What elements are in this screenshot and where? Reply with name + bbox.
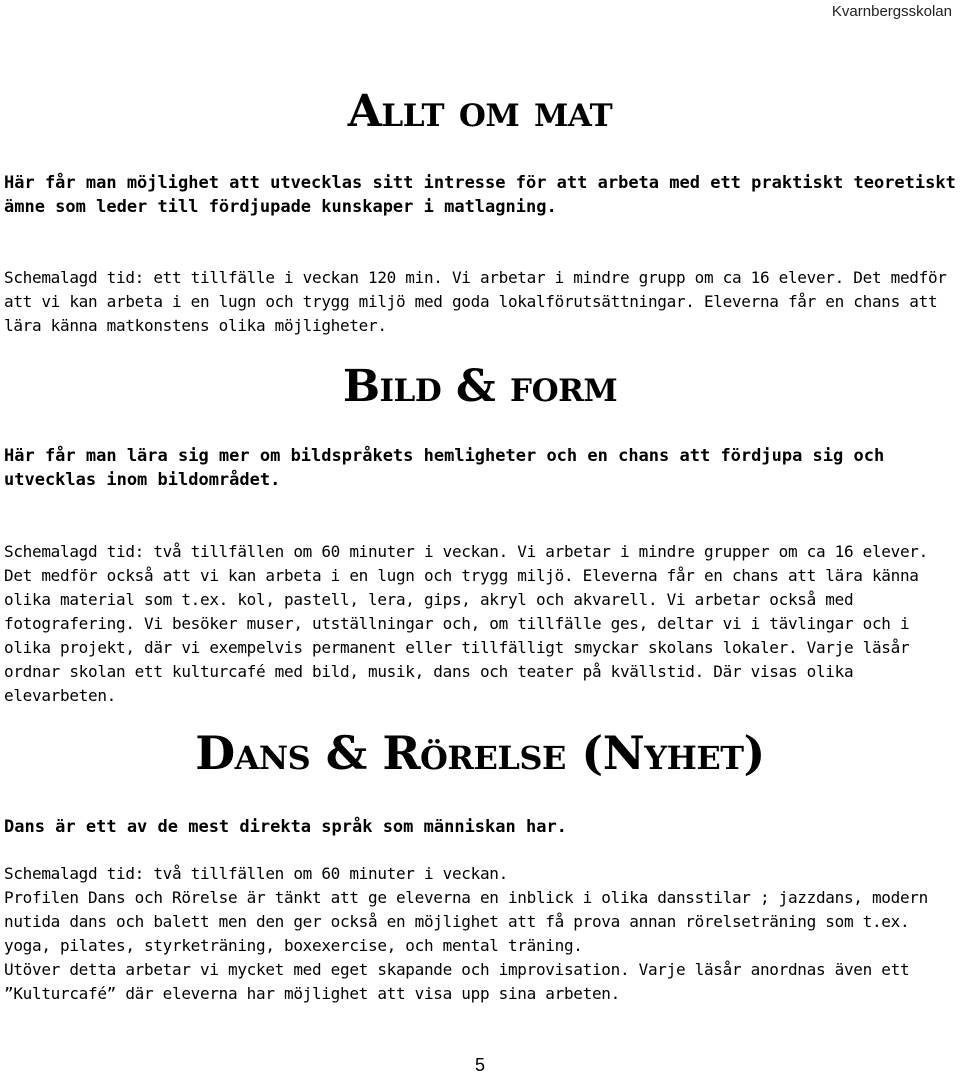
school-name: Kvarnbergsskolan: [831, 3, 952, 20]
dans-extra-paragraph: Utöver detta arbetar vi mycket med eget skapande och improvisation. Varje läsår anordnas även ett ”Kulturcafé” där eleverna har möjlighet att visa upp sina arbeten.: [4, 960, 910, 1003]
section-title-bild: Bild & form: [342, 361, 618, 412]
dans-profile-paragraph: Profilen Dans och Rörelse är tänkt att ge eleverna en inblick i olika dansstilar ; jazzdans, modern nutida dans och balett men den ger också en möjlighet att få prova annan rörelseträning som t.ex. yoga, pilates, styrketräning, boxexercise, och mental träning.: [4, 888, 928, 955]
dans-schedule-line: Schemalagd tid: två tillfällen om 60 minuter i veckan.: [4, 864, 508, 883]
section-lead-bild: Här får man lära sig mer om bildspråkets hemligheter och en chans att fördjupa sig och utvecklas inom bildområdet.: [4, 446, 885, 490]
section-lead-mat: Här får man möjlighet att utvecklas sitt intresse för att arbeta med ett praktiskt teoretiskt ämne som leder till fördjupade kunskaper i matlagning.: [4, 173, 956, 217]
section-title-dans: Dans & Rörelse (Nyhet): [195, 726, 765, 780]
section-body-bild: Schemalagd tid: två tillfällen om 60 minuter i veckan. Vi arbetar i mindre grupper om ca 16 elever. Det medför också att vi kan arbeta i en lugn och trygg miljö. Eleverna får en chans att lära känna olika material som t.ex. kol, pastell, lera, gips, akryl och akvarell. Vi arbetar också med fotografering. Vi besöker muser, utställningar och, om tillfälle ges, deltar vi i tävlingar och i olika projekt, där vi exempelvis permanent eller tillfälligt smyckar skolans lokaler. Varje läsår ordnar skolan ett kulturcafé med bild, musik, dans och teater på kvällstid. Där visas olika elevarbeten.: [4, 542, 928, 705]
section-body-dans: [4, 862, 956, 1006]
page-number: 5: [474, 1055, 485, 1075]
section-lead-dans: Dans är ett av de mest direkta språk som människan har.: [4, 817, 567, 837]
section-title-mat: Allt om mat: [347, 86, 613, 137]
section-body-mat: Schemalagd tid: ett tillfälle i veckan 120 min. Vi arbetar i mindre grupp om ca 16 elever. Det medför att vi kan arbeta i en lugn och trygg miljö med goda lokalförutsättningar. Eleverna får en chans att lära känna matkonstens olika möjligheter.: [4, 268, 947, 335]
